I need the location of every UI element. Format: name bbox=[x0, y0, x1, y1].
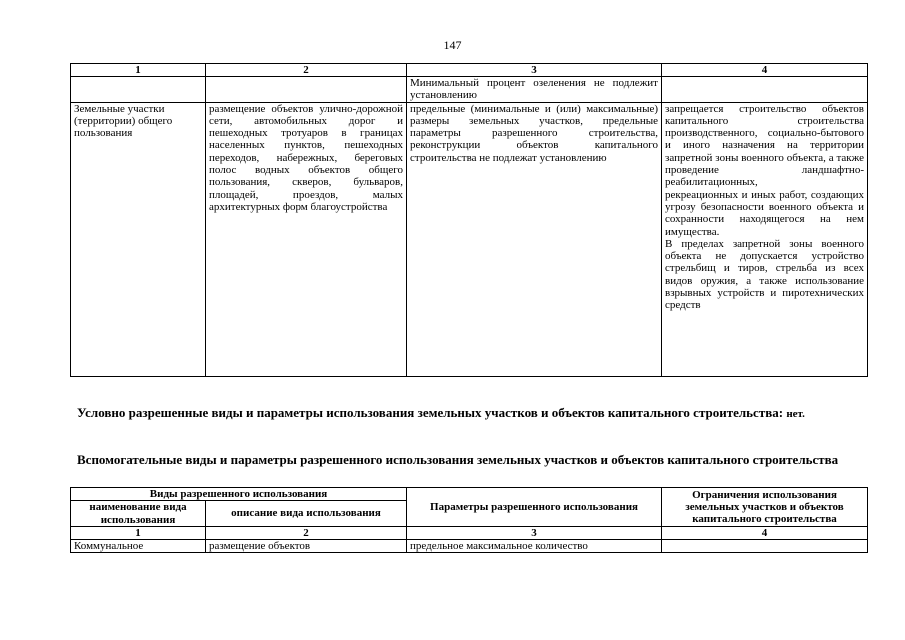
restriction-paragraph: В пределах запретной зоны военного объекта не допускается устройство стрельбищ и тиров, стрельба из всех видов оружия, а также использование взрывных устройств и пиротехнических средств bbox=[665, 237, 864, 312]
header-group: Виды разрешенного использования bbox=[71, 488, 407, 501]
table-row bbox=[71, 539, 868, 552]
column-number: 4 bbox=[662, 64, 868, 77]
column-number-row bbox=[71, 64, 868, 77]
conditional-use-heading bbox=[77, 405, 863, 422]
header-description: описание вида использования bbox=[206, 501, 407, 527]
column-number: 3 bbox=[407, 526, 662, 539]
permitted-use-table-continued bbox=[70, 63, 868, 377]
restriction-paragraph: рекреационных и иных работ, создающих угрозу безопасности военного объекта и сохранности находящегося на нем имущества. bbox=[665, 188, 864, 238]
column-number: 2 bbox=[206, 526, 407, 539]
header-row bbox=[71, 488, 868, 501]
use-parameters: предельное максимальное количество bbox=[407, 539, 662, 552]
column-number: 1 bbox=[71, 526, 206, 539]
header-parameters: Параметры разрешенного использования bbox=[407, 488, 662, 527]
use-type-name: Коммунальное bbox=[71, 539, 206, 552]
table-row bbox=[71, 77, 868, 103]
header-restrictions: Ограничения использования земельных участков и объектов капитального строительства bbox=[662, 488, 868, 527]
use-type-description: размещение объектов улично-дорожной сети, автомобильных дорог и пешеходных тротуаров в границах населенных пунктов, пешеходных переходов, набережных, береговых полос водных объектов общего пользования, скверов, бульваров, площадей, проездов, малых архитектурных форм благоустройства bbox=[206, 102, 407, 376]
page-number: 147 bbox=[443, 38, 462, 52]
column-number: 2 bbox=[206, 64, 407, 77]
section-value: нет. bbox=[786, 408, 805, 420]
table-row bbox=[71, 102, 868, 376]
column-number-row bbox=[71, 526, 868, 539]
auxiliary-use-table bbox=[70, 487, 868, 553]
landscaping-note: Минимальный процент озеленения не подлежит установлению bbox=[407, 77, 662, 103]
column-number: 4 bbox=[662, 526, 868, 539]
section-title: Условно разрешенные виды и параметры использования земельных участков и объектов капитального строительства: bbox=[77, 405, 784, 420]
column-number: 3 bbox=[407, 64, 662, 77]
use-type-name: Земельные участки (территории) общего пользования bbox=[71, 102, 206, 376]
use-type-description: размещение объектов bbox=[206, 539, 407, 552]
auxiliary-use-heading: Вспомогательные виды и параметры разрешенного использования земельных участков и объектов капитального строительства bbox=[77, 452, 839, 467]
column-number: 1 bbox=[71, 64, 206, 77]
use-restrictions bbox=[662, 102, 868, 376]
use-parameters: предельные (минимальные и (или) максимальные) размеры земельных участков, предельные параметры разрешенного строительства, реконструкции объектов капитального строительства не подлежат установлению bbox=[407, 102, 662, 376]
restriction-paragraph: запрещается строительство объектов капитального строительства производственного, социально-бытового и иного назначения на территории запретной зоны военного объекта, а также проведение ландшафтно-реабилитационных, bbox=[665, 102, 864, 189]
header-name: наименование вида использования bbox=[71, 501, 206, 527]
